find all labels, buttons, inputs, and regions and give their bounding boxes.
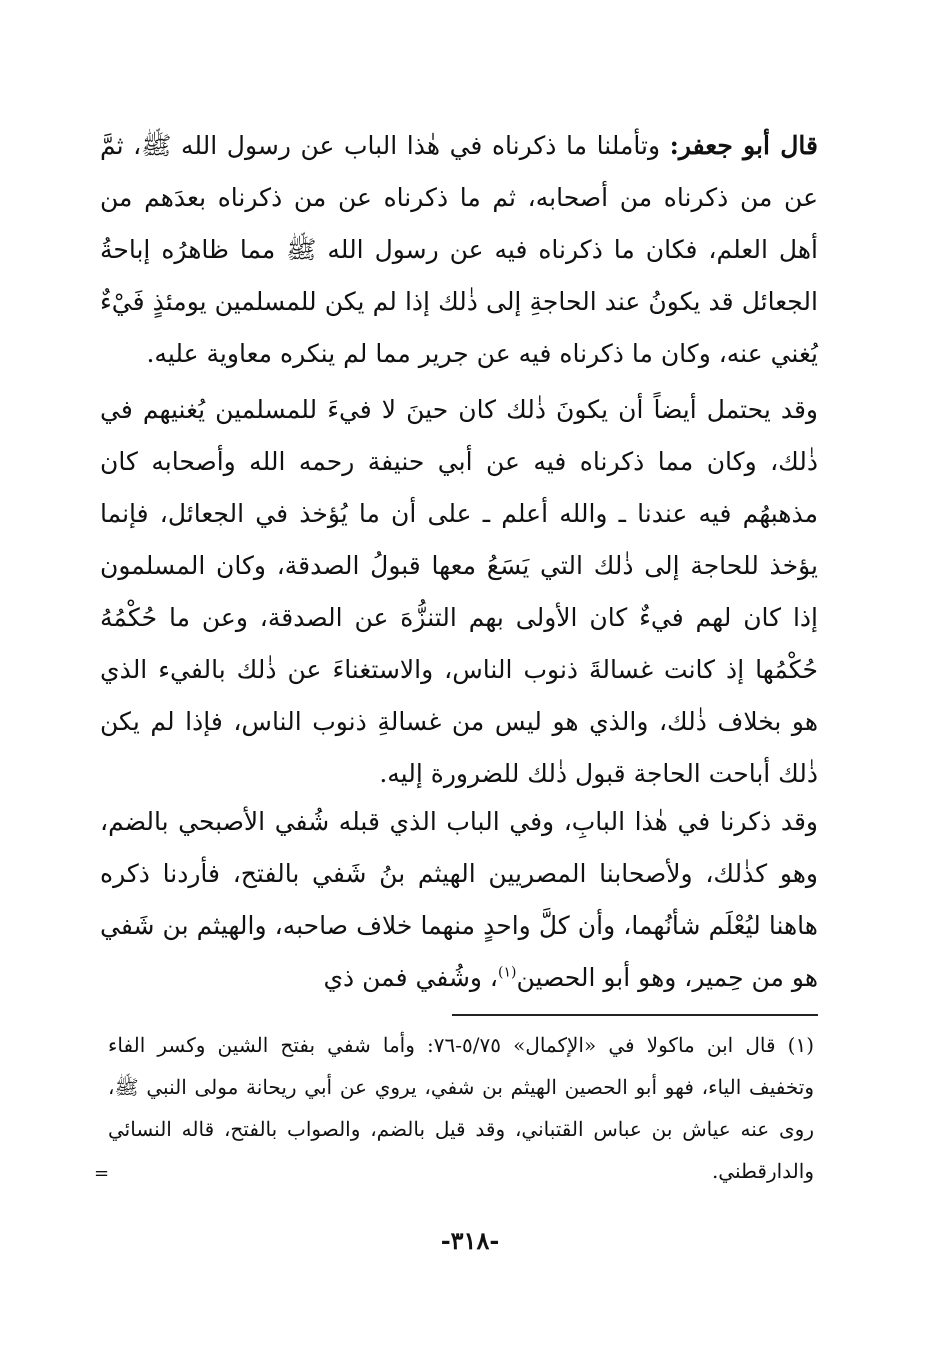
paragraph-3 <box>100 796 818 1004</box>
paragraph-2-text: وقد يحتمل أيضاً أن يكونَ ذٰلك كان حينَ لا فيءَ للمسلمين يُغنيهم في ذٰلك، وكان مما ذكرناه فيه عن أبي حنيفة رحمه الله وأصحابه كان مذهبهُم فيه عندنا ـ والله أعلم ـ على أن ما يُؤخذ في الجعائل، فإنما يؤخذ للحاجة إلى ذٰلك التي يَسَعُ معها قبولُ الصدقة، وكان المسلمون إذا كان لهم فيءٌ كان الأولى بهم التنزُّهَ عن الصدقة، وعن ما حُكْمُهُ حُكْمُها إذ كانت غسالةَ ذنوب الناس، والاستغناءَ عن ذٰلك بالفيء الذي هو بخلاف ذٰلك، والذي هو ليس من غسالةِ ذنوب الناس، فإذا لم يكن ذٰلك أباحت الحاجة قبول ذٰلك للضرورة إليه. <box>100 395 818 788</box>
paragraph-1-lead: قال أبو جعفر: <box>669 131 818 160</box>
page-number: -٣١٨- <box>440 1226 500 1255</box>
paragraph-1 <box>100 120 818 380</box>
paragraph-3-text: وقد ذكرنا في هٰذا البابِ، وفي الباب الذي قبله شُفي الأصبحي بالضم، وهو كذٰلك، ولأصحابنا المصريين الهيثم بنُ شَفي بالفتح، فأردنا ذكره هاهنا ليُعْلَم شأنُهما، وأن كلَّ واحدٍ منهما خلاف صاحبه، والهيثم بن شَفي هو من حِمير، وهو أبو الحصين <box>100 807 818 992</box>
paragraph-2 <box>100 384 818 800</box>
footnote-reference[interactable]: (١) <box>498 964 517 981</box>
footnote-separator <box>452 1014 818 1016</box>
paragraph-1-text: وتأملنا ما ذكرناه في هٰذا الباب عن رسول الله ﷺ، ثمَّ عن من ذكرناه من أصحابه، ثم ما ذكرناه عن من ذكرناه بعدَهم من أهل العلم، فكان ما ذكرناه فيه عن رسول الله ﷺ مما ظاهرُه إباحةُ الجعائل قد يكونُ عند الحاجةِ إلى ذٰلك إذا لم يكن للمسلمين يومئذٍ فَيْءٌ يُغني عنه، وكان ما ذكرناه فيه عن جرير مما لم ينكره معاوية عليه. <box>100 131 818 368</box>
margin-mark: = <box>94 1163 110 1184</box>
paragraph-3-text-after: ، وشُفي فمن ذي <box>323 963 499 992</box>
footnote-1: (١) قال ابن ماكولا في «الإكمال» ٥/٧٥-٧٦: وأما شفي بفتح الشين وكسر الفاء وتخفيف الياء، فهو أبو الحصين الهيثم بن شفي، يروي عن أبي ريحانة مولى النبي ﷺ، روى عنه عياش بن عباس القتباني، وقد قيل بالضم، والصواب بالفتح، قاله النسائي والدارقطني. <box>108 1033 815 1183</box>
